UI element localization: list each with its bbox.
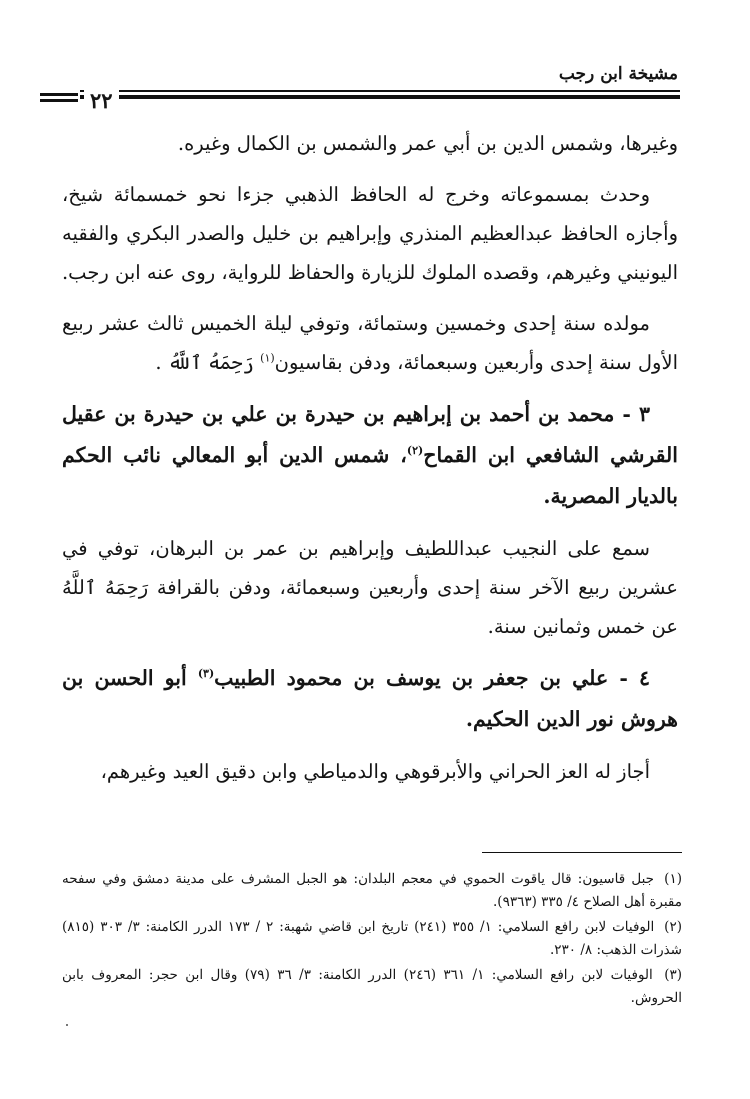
- footnote-2: [62, 916, 682, 962]
- entry-3-end: ، شمس الدين أبو المعالي نائب الحكم بالديار المصرية.: [62, 443, 678, 508]
- page-number-ornament: [40, 93, 78, 105]
- footnote-text: جبل قاسيون: قال ياقوت الحموي في معجم البلدان: هو الجبل المشرف على مدينة دمشق وفي سفحه مقبرة أهل الصلاح ٤/ ٣٣٥ (٩٣٦٣).: [62, 871, 682, 910]
- running-header: [40, 58, 680, 113]
- paragraph-3: [62, 304, 678, 382]
- footnote-ref-2[interactable]: (٢): [406, 444, 424, 458]
- paragraph-3-end: .: [155, 351, 162, 374]
- honorific-phrase: رَحِمَهُ ٱللَّهُ: [167, 351, 254, 374]
- footnote-ref-1[interactable]: (١): [260, 351, 275, 365]
- paragraph-4-end: عن خمس وثمانين سنة.: [487, 615, 678, 638]
- honorific-phrase: رَحِمَهُ ٱللَّهُ: [62, 576, 149, 599]
- paragraph-2: وحدث بمسموعاته وخرج له الحافظ الذهبي جزءا نحو خمسمائة شيخ، وأجازه الحافظ عبدالعظيم المنذري وإبراهيم بن خليل والصدر البكري والفقيه اليونيني وغيرهم، وقصده الملوك للزيارة والحفاظ للرواية، روى عنه ابن رجب.: [61, 183, 678, 284]
- page-number: ٢٢: [84, 88, 119, 113]
- footnote-1: [62, 868, 682, 914]
- footnote-text: الوفيات لابن رافع السلامي: ١/ ٣٦١ (٢٤٦) الدرر الكامنة: ٣/ ٣٦ (٧٩) وقال ابن حجر: المعروف بابن الحروش.: [62, 967, 682, 1006]
- footnote-separator: [482, 852, 682, 853]
- footnote-ref-3[interactable]: (٣): [197, 667, 215, 681]
- print-speck: [66, 1024, 68, 1026]
- header-rule-thick: [80, 95, 680, 99]
- main-text: [62, 124, 678, 803]
- running-title: مشيخة ابن رجب: [558, 64, 678, 84]
- footnote-3: [62, 964, 682, 1010]
- entry-4-text: ٤ - علي بن جعفر بن يوسف بن محمود الطبيب: [214, 666, 651, 690]
- footnote-mark: (٢): [664, 919, 682, 935]
- entry-4-end: أبو الحسن بن هروش نور الدين الحكيم.: [62, 666, 678, 731]
- paragraph-4-text: سمع على النجيب عبداللطيف وإبراهيم بن عمر بن البرهان، توفي في عشرين ربيع الآخر سنة إحدى وأربعين وسبعمائة، ودفن بالقرافة: [62, 537, 678, 599]
- entry-3-heading: [62, 394, 678, 517]
- paragraph-5: أجاز له العز الحراني والأبرقوهي والدمياطي وابن دقيق العيد وغيرهم،: [100, 760, 650, 783]
- footnotes: [62, 868, 682, 1012]
- entry-3-text: ٣ - محمد بن أحمد بن إبراهيم بن حيدرة بن علي بن حيدرة بن عقيل القرشي الشافعي ابن القماح: [62, 402, 678, 467]
- footnote-text: الوفيات لابن رافع السلامي: ١/ ٣٥٥ (٢٤١) تاريخ ابن قاضي شهبة: ٢ / ١٧٣ الدرر الكامنة: ٣/ ٣٠٣ (٨١٥) شذرات الذهب: ٨/ ٢٣٠.: [62, 919, 682, 958]
- entry-4-heading: [62, 658, 678, 740]
- paragraph-4: [62, 529, 678, 646]
- header-rule-thin: [80, 90, 680, 92]
- footnote-mark: (١): [664, 871, 682, 887]
- paragraph-3-text: مولده سنة إحدى وخمسين وستمائة، وتوفي ليلة الخميس ثالث عشر ربيع الأول سنة إحدى وأربعين وسبعمائة، ودفن بقاسيون: [62, 312, 678, 374]
- paragraph-1: وغيرها، وشمس الدين بن أبي عمر والشمس بن الكمال وغيره.: [177, 132, 678, 155]
- footnote-mark: (٣): [664, 967, 683, 983]
